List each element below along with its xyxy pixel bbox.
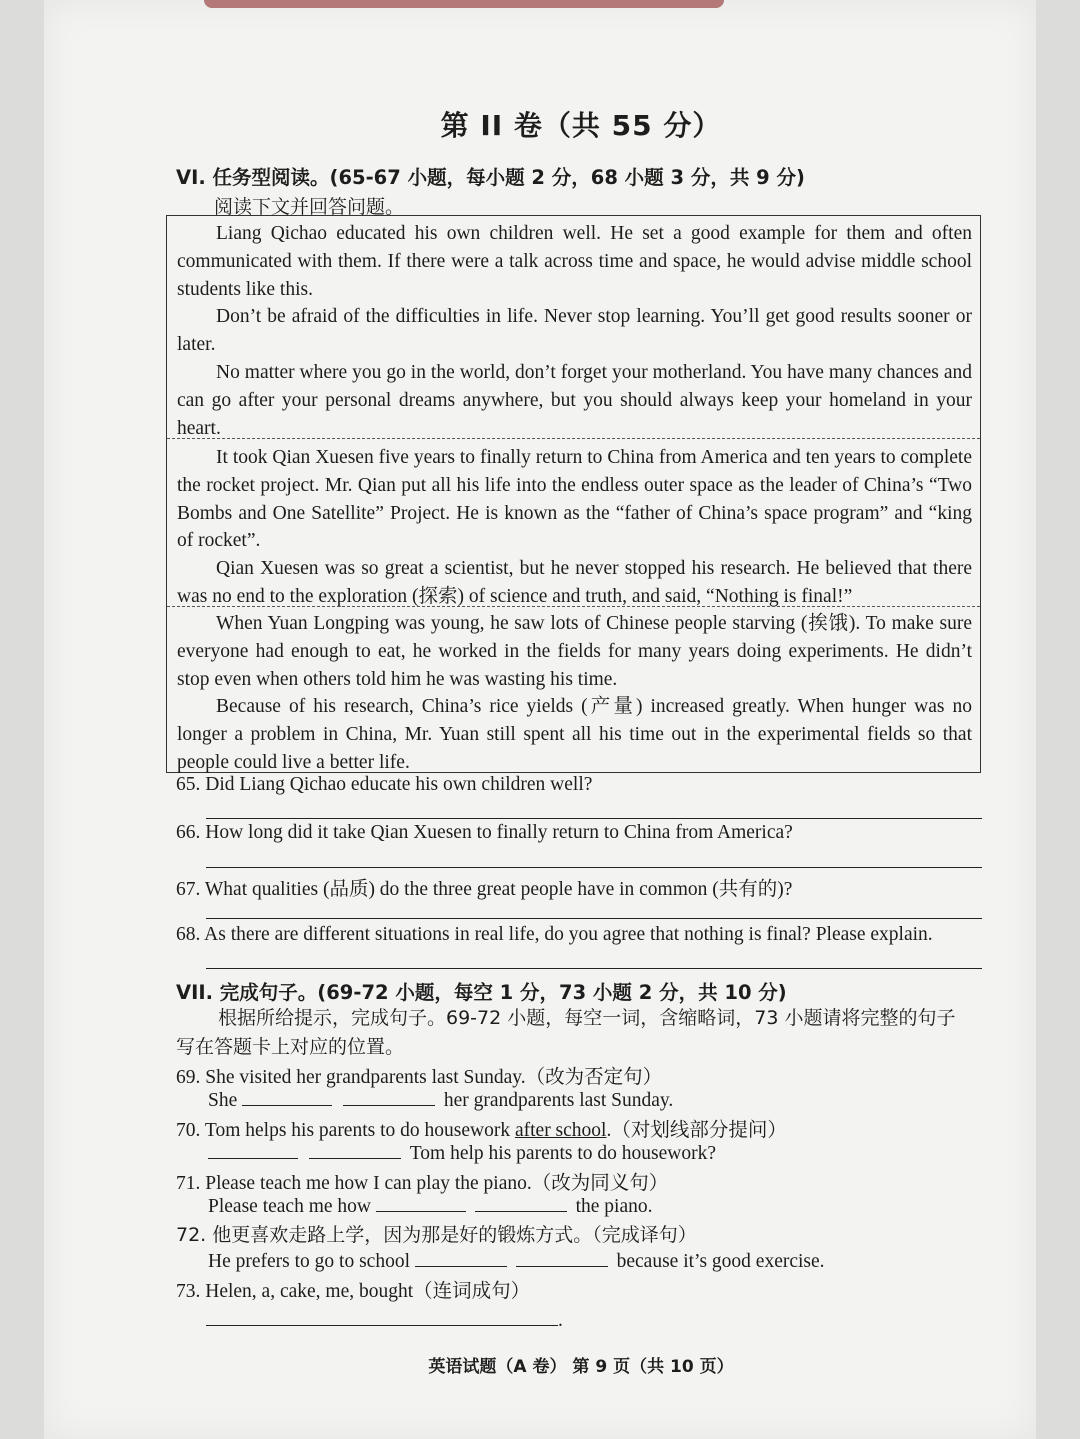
blank-71-2[interactable]	[475, 1193, 567, 1212]
question-70-underlined: after school	[514, 1120, 607, 1141]
question-70	[176, 1114, 787, 1142]
blank-69-2[interactable]	[343, 1087, 435, 1106]
blank-73[interactable]	[206, 1307, 558, 1326]
blank-70-2[interactable]	[309, 1140, 401, 1159]
question-66: 66. How long did it take Qian Xuesen to finally return to China from America?	[176, 822, 793, 843]
section-7-instruction-1: 根据所给提示，完成句子。69-72 小题，每空一词，含缩略词，73 小题请将完整的句子	[218, 1007, 956, 1029]
question-73: 73. Helen, a, cake, me, bought（连词成句）	[176, 1281, 531, 1302]
answer-71	[208, 1193, 653, 1218]
answer-73-end: .	[558, 1310, 563, 1331]
question-70-pre: 70. Tom helps his parents to do housework	[176, 1120, 515, 1141]
section-6-instruction: 阅读下文并回答问题。	[214, 196, 405, 218]
passage-paragraph: Don’t be afraid of the difficulties in life. Never stop learning. You’ll get good results sooner or later.	[177, 306, 972, 356]
passage-yuan	[177, 610, 972, 777]
answer-72-post: because it’s good exercise.	[616, 1251, 825, 1272]
answer-69	[208, 1087, 673, 1112]
question-71: 71. Please teach me how I can play the piano.（改为同义句）	[176, 1173, 669, 1194]
blank-72-2[interactable]	[516, 1248, 608, 1267]
passage-paragraph: When Yuan Longping was young, he saw lots of Chinese people starving (挨饿). To make sure everyone had enough to eat, he worked in the fields for many years doing experiments. He didn’t stop even when others told him he was wasting his time.	[177, 613, 972, 690]
question-70-post: .（对划线部分提问）	[606, 1120, 787, 1141]
question-69: 69. She visited her grandparents last Sunday.（改为否定句）	[176, 1067, 663, 1088]
blank-69-1[interactable]	[242, 1087, 332, 1106]
passage-liang	[177, 220, 972, 442]
blank-72-1[interactable]	[415, 1248, 507, 1267]
answer-line-66[interactable]	[206, 867, 982, 868]
answer-73	[206, 1307, 563, 1332]
blank-70-1[interactable]	[208, 1140, 298, 1159]
answer-70	[208, 1140, 716, 1165]
passage-paragraph: Liang Qichao educated his own children well. He set a good example for them and often communicated with them. If there were a talk across time and space, he would advise middle school students like this.	[177, 223, 972, 300]
section-6-heading: VI. 任务型阅读。(65-67 小题，每小题 2 分，68 小题 3 分，共 9 分)	[176, 166, 805, 189]
passage-paragraph: Qian Xuesen was so great a scientist, but he never stopped his research. He believed that there was no end to the exploration (探索) of science and truth, and said, “Nothing is final!”	[177, 558, 972, 607]
answer-71-post: the piano.	[575, 1196, 653, 1217]
exam-sheet	[44, 0, 1036, 1439]
passage-paragraph: It took Qian Xuesen five years to finally return to China from America and ten years to complete the rocket project. Mr. Qian put all his life into the endless outer space as the leader of China’s “Two Bombs and One Satellite” Project. He is known as the “father of China’s space program” and “king of rocket”.	[177, 447, 972, 552]
section-7-instruction-2: 写在答题卡上对应的位置。	[176, 1036, 405, 1058]
blank-71-1[interactable]	[376, 1193, 466, 1212]
passage-qian	[177, 444, 972, 611]
binder-strip	[204, 0, 724, 8]
answer-line-67[interactable]	[206, 918, 982, 919]
answer-71-pre: Please teach me how	[208, 1196, 371, 1217]
question-68: 68. As there are different situations in real life, do you agree that nothing is final? Please explain.	[176, 924, 933, 945]
passage-divider	[167, 438, 980, 439]
passage-paragraph: Because of his research, China’s rice yields (产量) increased greatly. When hunger was no longer a problem in China, Mr. Yuan still spent all his time out in the experimental fields so that people could live a better life.	[177, 696, 972, 773]
passage-divider	[167, 606, 980, 607]
question-65: 65. Did Liang Qichao educate his own children well?	[176, 774, 593, 795]
answer-69-pre: She	[208, 1090, 238, 1111]
answer-69-post: her grandparents last Sunday.	[443, 1090, 674, 1111]
question-72: 72. 他更喜欢走路上学，因为那是好的锻炼方式。（完成译句）	[176, 1224, 697, 1246]
question-67: 67. What qualities (品质) do the three great people have in common (共有的)?	[176, 879, 793, 900]
reading-passage-box	[166, 215, 981, 773]
answer-line-65[interactable]	[206, 818, 982, 819]
answer-70-post: Tom help his parents to do housework?	[409, 1143, 716, 1164]
section-7-heading: VII. 完成句子。(69-72 小题，每空 1 分，73 小题 2 分，共 10 分)	[176, 981, 787, 1004]
page-footer: 英语试题（A 卷） 第 9 页（共 10 页）	[428, 1357, 734, 1377]
answer-line-68[interactable]	[206, 968, 982, 969]
answer-72	[208, 1248, 825, 1273]
page-title: 第 II 卷（共 55 分）	[440, 109, 722, 142]
answer-72-pre: He prefers to go to school	[208, 1251, 410, 1272]
passage-paragraph: No matter where you go in the world, don’t forget your motherland. You have many chances and can go after your personal dreams anywhere, but you should always keep your homeland in your heart.	[177, 361, 972, 439]
